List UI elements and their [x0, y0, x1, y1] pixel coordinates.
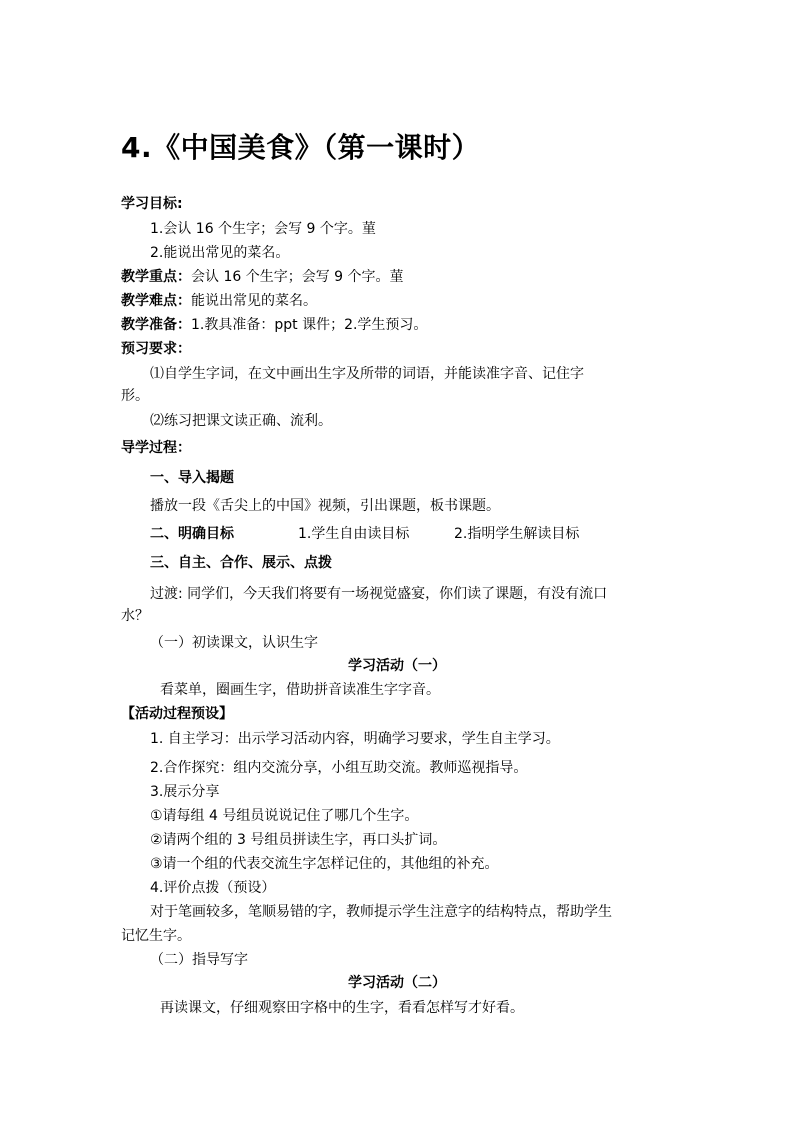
preview-1a: ⑴自学生字词，在文中画出生字及所带的词语，并能读准字音、记住字	[150, 366, 584, 382]
share-3: ③请一个组的代表交流生字怎样记住的，其他组的补充。	[150, 856, 499, 872]
step-4: 4.评价点拨（预设）	[150, 880, 276, 896]
preview-1b: 形。	[121, 388, 149, 404]
activity-1-text: 看菜单，圈画生字，借助拼音读准生字字音。	[160, 682, 440, 698]
comment-line-b: 记忆生字。	[121, 928, 191, 944]
part-2-heading: （二）指导写字	[150, 952, 248, 968]
section-2-item-1: 1.学生自由读目标	[298, 526, 410, 542]
section-1-text: 播放一段《舌尖上的中国》视频，引出课题，板书课题。	[150, 498, 500, 514]
activity-2-text: 再读课文，仔细观察田字格中的生字，看看怎样写才好看。	[160, 1000, 524, 1016]
key-label: 教学重点：	[121, 269, 191, 285]
prep-row	[121, 315, 427, 335]
goal-1: 1.会认 16 个生字；会写 9 个字。菫	[150, 221, 376, 237]
key-text: 会认 16 个生字；会写 9 个字。菫	[191, 269, 404, 285]
goals-label: 学习目标:	[121, 196, 183, 212]
part-1-heading: （一）初读课文，认识生字	[150, 635, 318, 651]
transition-line-b: 水？	[121, 608, 149, 624]
share-1: ①请每组 4 号组员说说记住了哪几个生字。	[150, 808, 419, 824]
section-2-heading: 二、明确目标	[150, 526, 234, 542]
goal-2: 2.能说出常见的菜名。	[150, 245, 290, 261]
section-3-heading: 三、自主、合作、展示、点拨	[150, 555, 332, 571]
prep-text: 1.教具准备：ppt 课件；2.学生预习。	[191, 317, 428, 333]
section-2-item-2: 2.指明学生解读目标	[454, 526, 580, 542]
share-2: ②请两个组的 3 号组员拼读生字，再口头扩词。	[150, 832, 447, 848]
step-3: 3.展示分享	[150, 784, 220, 800]
transition-line-a: 过渡: 同学们，今天我们将要有一场视觉盛宴，你们读了课题，有没有流口	[150, 586, 608, 602]
preview-2: ⑵练习把课文读正确、流利。	[150, 413, 332, 429]
activity-2-title: 学习活动（二）	[348, 975, 446, 991]
step-2: 2.合作探究：组内交流分享，小组互助交流。教师巡视指导。	[150, 760, 528, 776]
step-1: 1. 自主学习：出示学习活动内容，明确学习要求，学生自主学习。	[150, 731, 560, 747]
comment-line-a: 对于笔画较多，笔顺易错的字，教师提示学生注意字的结构特点，帮助学生	[150, 904, 612, 920]
key-point-row	[121, 267, 404, 287]
difficulty-row	[121, 291, 317, 311]
section-1-heading: 一、导入揭题	[150, 470, 234, 486]
preview-label: 预习要求：	[121, 341, 191, 357]
process-label: 导学过程：	[121, 440, 191, 456]
activity-1-title: 学习活动（一）	[348, 658, 446, 674]
lesson-title: 4.《中国美食》（第一课时）	[121, 131, 481, 164]
difficulty-text: 能说出常见的菜名。	[191, 293, 317, 309]
preset-label: 【活动过程预设】	[121, 706, 233, 722]
difficulty-label: 教学难点：	[121, 293, 191, 309]
prep-label: 教学准备：	[121, 317, 191, 333]
